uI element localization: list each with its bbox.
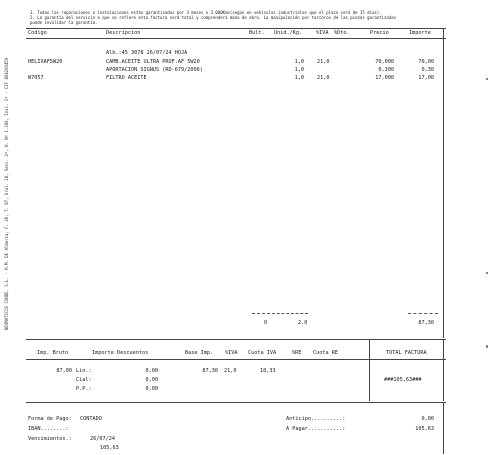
cuota-iva-value: 18,33: [260, 368, 276, 374]
col-cuota-iva: Cuota IVA: [248, 350, 277, 356]
payment-right-border: [443, 402, 444, 454]
col-importe: Importe: [409, 30, 431, 36]
anticipo-value: 0,00: [421, 416, 434, 422]
vencimientos-label: Vencimientos.:: [28, 436, 72, 442]
margin-mark: [486, 272, 488, 274]
col-total-factura: TOTAL FACTURA: [386, 350, 427, 356]
anticipo-label: Anticipo..........:: [286, 416, 346, 422]
terms-line-1: 1. Todas las reparaciones o instalaciones están garantizadas por 3 meses o 3.000Kms(según en vehículos industriales que el plazo será de 15 días).: [30, 10, 382, 15]
col-imp-descuentos: Importe Descuentos: [92, 350, 149, 356]
sum-bult: 0: [264, 320, 268, 326]
total-factura-value: ###105,63###: [384, 377, 422, 383]
a-pagar-label: A Pagar...........:: [286, 426, 346, 432]
item-importe: 0,30: [421, 67, 434, 73]
albaran-ref: Alb.:45 3078 26/07/24 HOJA: [106, 50, 188, 56]
cial-label: Cial:: [76, 377, 92, 383]
item-codigo: HELIXAF5W20: [28, 59, 63, 65]
col-unid: Unid./Kg.: [274, 30, 303, 36]
a-pagar-value: 105,63: [415, 426, 434, 432]
total-divider: [369, 340, 370, 401]
col-cuota-re: Cuota RE: [313, 350, 338, 356]
item-descripcion: CAMB.ACEITE ULTRA PROF.AF 5W20: [106, 59, 200, 65]
iva-value: 21,0: [224, 368, 237, 374]
col-bult: Bult.: [249, 30, 265, 36]
totals-header-border: [26, 359, 446, 360]
col-dto: %Dto.: [334, 30, 350, 36]
col-descripcion: Descripcion: [106, 30, 141, 36]
iban-label: IBAN........:: [28, 426, 69, 432]
item-iva: 21,0: [317, 75, 330, 81]
item-unid: 1,0: [294, 67, 304, 73]
forma-pago-value: CONTADO: [80, 416, 102, 422]
sum-dash-unid: [272, 313, 308, 314]
sum-unid: 2,0: [298, 320, 308, 326]
items-header-border: [26, 38, 446, 39]
sum-dash-importe: [408, 313, 438, 314]
item-iva: 21,0: [317, 59, 330, 65]
item-unid: 1,0: [294, 59, 304, 65]
item-unid: 1,0: [294, 75, 304, 81]
item-importe: 70,00: [418, 59, 434, 65]
base-imp-value: 87,30: [202, 368, 218, 374]
margin-mark: [486, 78, 488, 80]
item-importe: 17,00: [418, 75, 434, 81]
sum-dash-bult: [252, 313, 270, 314]
terms-line-2: 2. La garantía del servicio a que se refiere esta factura será total y comprenderá mano de obra. La manipulación por terceros de las piezas garantizadas: [30, 15, 397, 20]
vencimiento-date: 26/07/24: [90, 436, 115, 442]
lin-value: 0,00: [145, 368, 158, 374]
item-descripcion: FILTRO ACEITE: [106, 75, 147, 81]
col-imp-bruto: Imp. Bruto: [37, 350, 69, 356]
totals-right-border: [443, 340, 444, 401]
item-codigo: W7057: [28, 75, 44, 81]
imp-bruto-value: 87,00: [56, 368, 72, 374]
cial-value: 0,00: [145, 377, 158, 383]
items-top-border: [26, 28, 446, 29]
col-iva: %IVA: [225, 350, 238, 356]
col-iva: %IVA: [316, 30, 329, 36]
items-right-border: [443, 28, 444, 338]
lin-label: Lin.:: [76, 368, 92, 374]
totals-top-border: [26, 339, 446, 340]
pp-value: 0,00: [145, 386, 158, 392]
terms-line-3: puede invalidar la garantía.: [30, 20, 98, 25]
col-base-imp: Base Imp.: [185, 350, 214, 356]
margin-mark: [486, 345, 488, 348]
item-precio: 0,300: [378, 67, 394, 73]
pp-label: P.P.:: [76, 386, 92, 392]
item-precio: 70,000: [375, 59, 394, 65]
item-precio: 17,000: [375, 75, 394, 81]
item-descripcion: APORTACION SIGNUS (RD-679/2006): [106, 67, 203, 73]
col-codigo: Codigo: [28, 30, 47, 36]
col-re: %RE: [292, 350, 302, 356]
sum-importe: 87,30: [418, 320, 434, 326]
vencimiento-amount: 105,63: [100, 445, 119, 451]
forma-pago-label: Forma de Pago:: [28, 416, 72, 422]
col-precio: Precio: [370, 30, 389, 36]
company-registry-text: NEUMATICOS CONDE, S.L. - R.M. DE Almería, F. 28, T. 87, Gral. 28, Secc. 2ª, H. Nº 1.180, Insc. 1ª - CIF B04200459: [4, 57, 9, 330]
payment-top-border: [26, 402, 446, 403]
